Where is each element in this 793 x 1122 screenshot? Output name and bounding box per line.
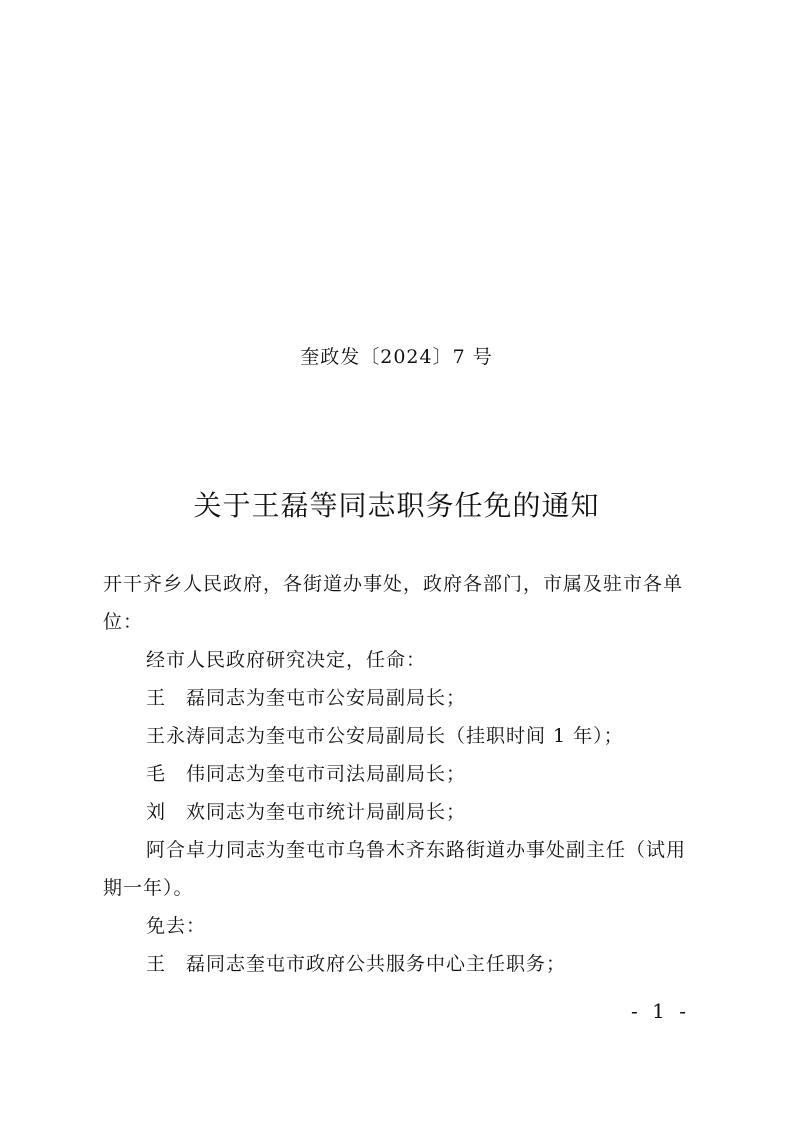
removal-item: 王 磊同志奎屯市政府公共服务中心主任职务； [146, 953, 567, 975]
removal-heading: 免去： [146, 915, 207, 937]
appointment-item: 刘 欢同志为奎屯市统计局副局长； [146, 801, 467, 823]
document-title: 关于王磊等同志职务任免的通知 [193, 489, 600, 522]
addressee-line: 开干齐乡人民政府，各街道办事处，政府各部门，市属及驻市各单位： [103, 573, 684, 633]
appointment-item: 王永涛同志为奎屯市公安局副局长（挂职时间 1 年）； [146, 725, 624, 747]
page-number: - 1 - [631, 999, 690, 1023]
appointment-item: 王 磊同志为奎屯市公安局副局长； [146, 687, 467, 709]
appointment-item: 阿合卓力同志为奎屯市乌鲁木齐东路街道办事处副主任（试用期一年）。 [103, 839, 687, 899]
decision-line: 经市人民政府研究决定，任命： [146, 649, 427, 671]
document-number: 奎政发〔2024〕7 号 [300, 346, 493, 368]
appointment-item: 毛 伟同志为奎屯市司法局副局长； [146, 763, 467, 785]
document-body [103, 565, 693, 983]
